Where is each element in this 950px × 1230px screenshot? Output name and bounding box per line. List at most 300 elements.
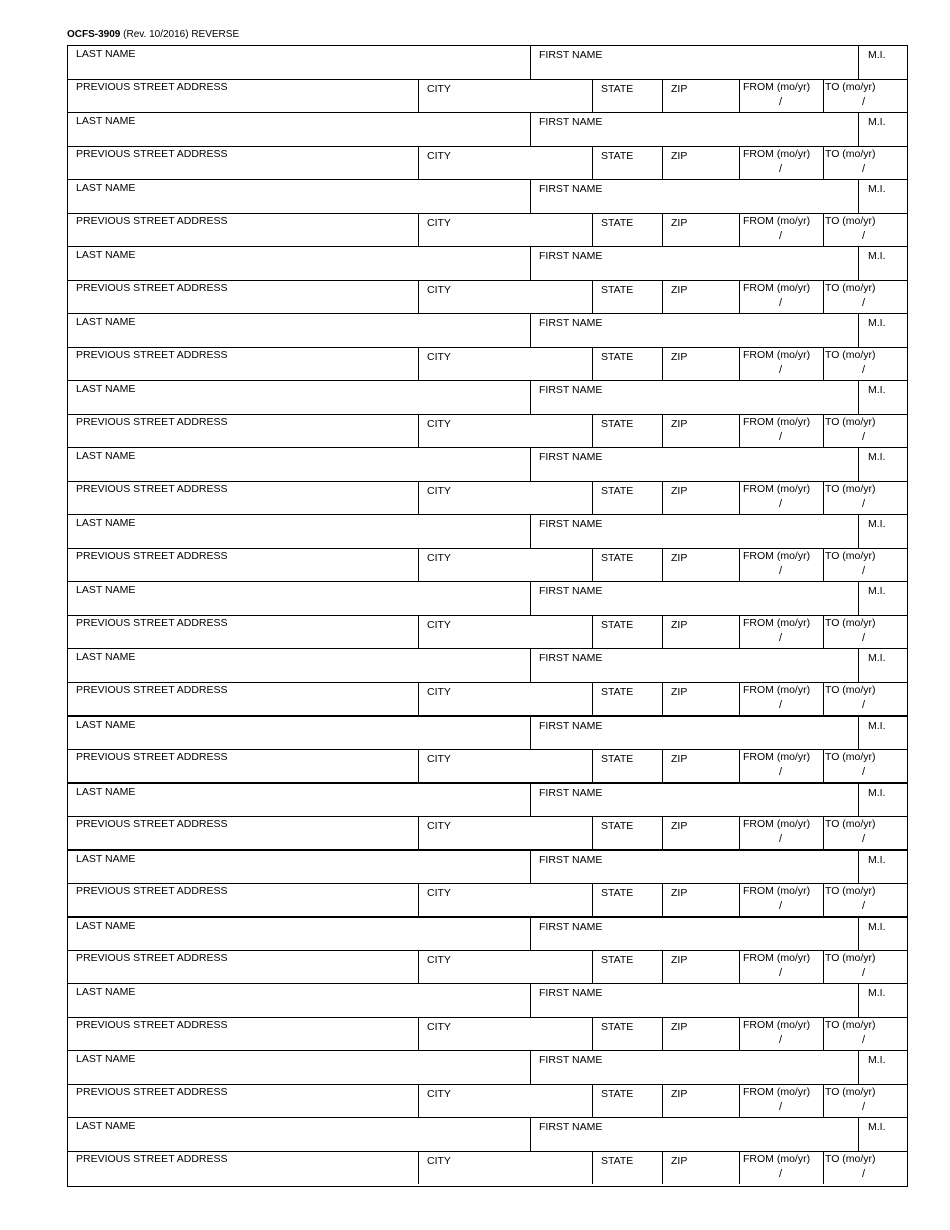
city-field[interactable] bbox=[419, 415, 593, 447]
from-field[interactable] bbox=[740, 482, 824, 514]
city-label: CITY bbox=[427, 1088, 451, 1100]
date-separator: / bbox=[862, 833, 866, 845]
city-label: CITY bbox=[427, 150, 451, 162]
to-label: TO (mo/yr) bbox=[825, 483, 876, 495]
previous-street-address-label: PREVIOUS STREET ADDRESS bbox=[76, 1153, 228, 1165]
from-field[interactable] bbox=[740, 683, 824, 715]
middle-initial-field[interactable] bbox=[859, 918, 907, 950]
middle-initial-field[interactable] bbox=[859, 1118, 907, 1151]
date-separator: / bbox=[779, 1034, 783, 1046]
middle-initial-label: M.I. bbox=[868, 518, 886, 530]
city-field[interactable] bbox=[419, 884, 593, 916]
middle-initial-label: M.I. bbox=[868, 652, 886, 664]
first-name-field[interactable] bbox=[531, 582, 859, 615]
zip-field[interactable] bbox=[663, 415, 740, 447]
from-field[interactable] bbox=[740, 549, 824, 581]
state-label: STATE bbox=[601, 686, 634, 698]
city-label: CITY bbox=[427, 686, 451, 698]
name-row bbox=[68, 849, 907, 883]
last-name-field[interactable] bbox=[68, 649, 531, 682]
last-name-field[interactable] bbox=[68, 381, 531, 414]
address-row bbox=[68, 1017, 907, 1050]
from-field[interactable] bbox=[740, 817, 824, 849]
address-row bbox=[68, 682, 907, 715]
to-field[interactable] bbox=[824, 214, 907, 246]
date-separator: / bbox=[862, 699, 866, 711]
zip-field[interactable] bbox=[663, 616, 740, 648]
first-name-field[interactable] bbox=[531, 984, 859, 1017]
middle-initial-field[interactable] bbox=[859, 46, 907, 79]
to-field[interactable] bbox=[824, 1085, 907, 1117]
city-field[interactable] bbox=[419, 616, 593, 648]
first-name-field[interactable] bbox=[531, 113, 859, 146]
name-row bbox=[68, 983, 907, 1017]
middle-initial-field[interactable] bbox=[859, 113, 907, 146]
date-separator: / bbox=[779, 230, 783, 242]
zip-field[interactable] bbox=[663, 482, 740, 514]
zip-label: ZIP bbox=[671, 887, 688, 899]
date-separator: / bbox=[779, 96, 783, 108]
to-label: TO (mo/yr) bbox=[825, 416, 876, 428]
to-field[interactable] bbox=[824, 147, 907, 179]
state-field[interactable] bbox=[593, 214, 663, 246]
date-separator: / bbox=[862, 230, 866, 242]
to-field[interactable] bbox=[824, 616, 907, 648]
zip-field[interactable] bbox=[663, 1018, 740, 1050]
last-name-field[interactable] bbox=[68, 784, 531, 816]
zip-field[interactable] bbox=[663, 1152, 740, 1184]
state-field[interactable] bbox=[593, 147, 663, 179]
address-entry bbox=[68, 916, 907, 983]
from-field[interactable] bbox=[740, 750, 824, 782]
first-name-label: FIRST NAME bbox=[539, 854, 603, 866]
previous-street-address-field[interactable] bbox=[68, 1018, 419, 1050]
first-name-field[interactable] bbox=[531, 717, 859, 749]
middle-initial-field[interactable] bbox=[859, 984, 907, 1017]
form-number: OCFS-3909 bbox=[67, 29, 121, 40]
from-field[interactable] bbox=[740, 884, 824, 916]
to-field[interactable] bbox=[824, 281, 907, 313]
name-row bbox=[68, 313, 907, 347]
last-name-field[interactable] bbox=[68, 180, 531, 213]
zip-label: ZIP bbox=[671, 820, 688, 832]
to-label: TO (mo/yr) bbox=[825, 282, 876, 294]
date-separator: / bbox=[779, 766, 783, 778]
to-field[interactable] bbox=[824, 1152, 907, 1184]
state-field[interactable] bbox=[593, 683, 663, 715]
previous-street-address-field[interactable] bbox=[68, 1152, 419, 1184]
zip-field[interactable] bbox=[663, 281, 740, 313]
date-separator: / bbox=[862, 632, 866, 644]
city-field[interactable] bbox=[419, 750, 593, 782]
previous-street-address-field[interactable] bbox=[68, 951, 419, 983]
last-name-field[interactable] bbox=[68, 918, 531, 950]
from-label: FROM (mo/yr) bbox=[743, 617, 811, 629]
previous-street-address-label: PREVIOUS STREET ADDRESS bbox=[76, 1086, 228, 1098]
city-label: CITY bbox=[427, 619, 451, 631]
zip-field[interactable] bbox=[663, 348, 740, 380]
state-label: STATE bbox=[601, 887, 634, 899]
first-name-field[interactable] bbox=[531, 515, 859, 548]
name-row bbox=[68, 112, 907, 146]
last-name-field[interactable] bbox=[68, 984, 531, 1017]
first-name-label: FIRST NAME bbox=[539, 1121, 603, 1133]
zip-field[interactable] bbox=[663, 683, 740, 715]
middle-initial-field[interactable] bbox=[859, 448, 907, 481]
from-label: FROM (mo/yr) bbox=[743, 282, 811, 294]
to-field[interactable] bbox=[824, 817, 907, 849]
address-entry bbox=[68, 246, 907, 313]
state-label: STATE bbox=[601, 1021, 634, 1033]
middle-initial-label: M.I. bbox=[868, 250, 886, 262]
previous-street-address-field[interactable] bbox=[68, 281, 419, 313]
previous-street-address-label: PREVIOUS STREET ADDRESS bbox=[76, 483, 228, 495]
name-row bbox=[68, 648, 907, 682]
middle-initial-field[interactable] bbox=[859, 582, 907, 615]
zip-label: ZIP bbox=[671, 753, 688, 765]
last-name-field[interactable] bbox=[68, 515, 531, 548]
to-label: TO (mo/yr) bbox=[825, 885, 876, 897]
city-field[interactable] bbox=[419, 683, 593, 715]
middle-initial-label: M.I. bbox=[868, 787, 886, 799]
first-name-label: FIRST NAME bbox=[539, 1054, 603, 1066]
last-name-label: LAST NAME bbox=[76, 584, 136, 596]
from-label: FROM (mo/yr) bbox=[743, 818, 811, 830]
middle-initial-field[interactable] bbox=[859, 314, 907, 347]
last-name-label: LAST NAME bbox=[76, 1120, 136, 1132]
previous-street-address-field[interactable] bbox=[68, 549, 419, 581]
city-label: CITY bbox=[427, 83, 451, 95]
previous-street-address-label: PREVIOUS STREET ADDRESS bbox=[76, 1019, 228, 1031]
to-label: TO (mo/yr) bbox=[825, 550, 876, 562]
city-field[interactable] bbox=[419, 214, 593, 246]
address-row bbox=[68, 816, 907, 849]
to-label: TO (mo/yr) bbox=[825, 349, 876, 361]
previous-street-address-field[interactable] bbox=[68, 348, 419, 380]
previous-street-address-field[interactable] bbox=[68, 616, 419, 648]
zip-label: ZIP bbox=[671, 1155, 688, 1167]
previous-street-address-field[interactable] bbox=[68, 80, 419, 112]
middle-initial-field[interactable] bbox=[859, 1051, 907, 1084]
name-row bbox=[68, 1050, 907, 1084]
state-field[interactable] bbox=[593, 549, 663, 581]
state-field[interactable] bbox=[593, 1152, 663, 1184]
city-label: CITY bbox=[427, 552, 451, 564]
city-field[interactable] bbox=[419, 817, 593, 849]
from-label: FROM (mo/yr) bbox=[743, 81, 811, 93]
middle-initial-label: M.I. bbox=[868, 720, 886, 732]
address-row bbox=[68, 146, 907, 179]
previous-street-address-field[interactable] bbox=[68, 482, 419, 514]
previous-street-address-field[interactable] bbox=[68, 415, 419, 447]
from-field[interactable] bbox=[740, 80, 824, 112]
city-field[interactable] bbox=[419, 80, 593, 112]
previous-street-address-field[interactable] bbox=[68, 214, 419, 246]
first-name-label: FIRST NAME bbox=[539, 250, 603, 262]
date-separator: / bbox=[862, 163, 866, 175]
middle-initial-field[interactable] bbox=[859, 649, 907, 682]
city-field[interactable] bbox=[419, 1018, 593, 1050]
city-label: CITY bbox=[427, 284, 451, 296]
from-field[interactable] bbox=[740, 147, 824, 179]
to-field[interactable] bbox=[824, 750, 907, 782]
previous-addresses-form bbox=[67, 45, 908, 1187]
to-field[interactable] bbox=[824, 415, 907, 447]
from-label: FROM (mo/yr) bbox=[743, 751, 811, 763]
address-entry bbox=[68, 715, 907, 782]
address-row bbox=[68, 615, 907, 648]
last-name-label: LAST NAME bbox=[76, 182, 136, 194]
city-label: CITY bbox=[427, 1021, 451, 1033]
to-field[interactable] bbox=[824, 80, 907, 112]
state-field[interactable] bbox=[593, 884, 663, 916]
zip-label: ZIP bbox=[671, 217, 688, 229]
name-row bbox=[68, 179, 907, 213]
middle-initial-label: M.I. bbox=[868, 585, 886, 597]
last-name-label: LAST NAME bbox=[76, 853, 136, 865]
address-entry bbox=[68, 380, 907, 447]
zip-label: ZIP bbox=[671, 150, 688, 162]
state-label: STATE bbox=[601, 351, 634, 363]
state-field[interactable] bbox=[593, 616, 663, 648]
city-field[interactable] bbox=[419, 482, 593, 514]
middle-initial-field[interactable] bbox=[859, 247, 907, 280]
from-label: FROM (mo/yr) bbox=[743, 148, 811, 160]
first-name-field[interactable] bbox=[531, 918, 859, 950]
first-name-label: FIRST NAME bbox=[539, 652, 603, 664]
first-name-field[interactable] bbox=[531, 851, 859, 883]
state-field[interactable] bbox=[593, 80, 663, 112]
last-name-label: LAST NAME bbox=[76, 450, 136, 462]
last-name-field[interactable] bbox=[68, 46, 531, 79]
to-label: TO (mo/yr) bbox=[825, 81, 876, 93]
previous-street-address-label: PREVIOUS STREET ADDRESS bbox=[76, 81, 228, 93]
last-name-field[interactable] bbox=[68, 247, 531, 280]
middle-initial-label: M.I. bbox=[868, 317, 886, 329]
state-field[interactable] bbox=[593, 1018, 663, 1050]
last-name-label: LAST NAME bbox=[76, 920, 136, 932]
from-field[interactable] bbox=[740, 281, 824, 313]
first-name-field[interactable] bbox=[531, 247, 859, 280]
last-name-field[interactable] bbox=[68, 1051, 531, 1084]
zip-field[interactable] bbox=[663, 80, 740, 112]
last-name-field[interactable] bbox=[68, 448, 531, 481]
zip-field[interactable] bbox=[663, 549, 740, 581]
first-name-label: FIRST NAME bbox=[539, 317, 603, 329]
previous-street-address-label: PREVIOUS STREET ADDRESS bbox=[76, 885, 228, 897]
first-name-label: FIRST NAME bbox=[539, 787, 603, 799]
zip-label: ZIP bbox=[671, 485, 688, 497]
middle-initial-label: M.I. bbox=[868, 49, 886, 61]
date-separator: / bbox=[862, 96, 866, 108]
state-field[interactable] bbox=[593, 482, 663, 514]
city-field[interactable] bbox=[419, 1152, 593, 1184]
first-name-field[interactable] bbox=[531, 180, 859, 213]
from-field[interactable] bbox=[740, 1085, 824, 1117]
from-label: FROM (mo/yr) bbox=[743, 215, 811, 227]
middle-initial-field[interactable] bbox=[859, 381, 907, 414]
last-name-field[interactable] bbox=[68, 113, 531, 146]
previous-street-address-field[interactable] bbox=[68, 683, 419, 715]
zip-label: ZIP bbox=[671, 351, 688, 363]
last-name-label: LAST NAME bbox=[76, 383, 136, 395]
zip-label: ZIP bbox=[671, 1088, 688, 1100]
to-field[interactable] bbox=[824, 348, 907, 380]
zip-field[interactable] bbox=[663, 214, 740, 246]
city-label: CITY bbox=[427, 753, 451, 765]
city-field[interactable] bbox=[419, 1085, 593, 1117]
previous-street-address-label: PREVIOUS STREET ADDRESS bbox=[76, 684, 228, 696]
to-field[interactable] bbox=[824, 951, 907, 983]
state-label: STATE bbox=[601, 418, 634, 430]
from-field[interactable] bbox=[740, 415, 824, 447]
from-label: FROM (mo/yr) bbox=[743, 684, 811, 696]
city-field[interactable] bbox=[419, 549, 593, 581]
from-field[interactable] bbox=[740, 616, 824, 648]
last-name-field[interactable] bbox=[68, 851, 531, 883]
city-label: CITY bbox=[427, 485, 451, 497]
middle-initial-field[interactable] bbox=[859, 851, 907, 883]
previous-street-address-label: PREVIOUS STREET ADDRESS bbox=[76, 952, 228, 964]
previous-street-address-field[interactable] bbox=[68, 884, 419, 916]
middle-initial-label: M.I. bbox=[868, 1054, 886, 1066]
previous-street-address-field[interactable] bbox=[68, 147, 419, 179]
state-field[interactable] bbox=[593, 1085, 663, 1117]
from-field[interactable] bbox=[740, 1152, 824, 1184]
address-entry bbox=[68, 447, 907, 514]
from-label: FROM (mo/yr) bbox=[743, 885, 811, 897]
to-field[interactable] bbox=[824, 549, 907, 581]
state-label: STATE bbox=[601, 150, 634, 162]
last-name-field[interactable] bbox=[68, 1118, 531, 1151]
name-row bbox=[68, 380, 907, 414]
zip-field[interactable] bbox=[663, 951, 740, 983]
first-name-field[interactable] bbox=[531, 1051, 859, 1084]
zip-label: ZIP bbox=[671, 1021, 688, 1033]
last-name-field[interactable] bbox=[68, 314, 531, 347]
from-field[interactable] bbox=[740, 1018, 824, 1050]
middle-initial-field[interactable] bbox=[859, 784, 907, 816]
to-field[interactable] bbox=[824, 683, 907, 715]
city-field[interactable] bbox=[419, 281, 593, 313]
middle-initial-field[interactable] bbox=[859, 717, 907, 749]
to-label: TO (mo/yr) bbox=[825, 1019, 876, 1031]
previous-street-address-field[interactable] bbox=[68, 1085, 419, 1117]
city-field[interactable] bbox=[419, 348, 593, 380]
first-name-field[interactable] bbox=[531, 46, 859, 79]
date-separator: / bbox=[779, 498, 783, 510]
previous-street-address-field[interactable] bbox=[68, 817, 419, 849]
middle-initial-field[interactable] bbox=[859, 180, 907, 213]
form-header bbox=[67, 29, 239, 41]
zip-field[interactable] bbox=[663, 147, 740, 179]
from-field[interactable] bbox=[740, 348, 824, 380]
previous-street-address-label: PREVIOUS STREET ADDRESS bbox=[76, 818, 228, 830]
zip-field[interactable] bbox=[663, 817, 740, 849]
zip-field[interactable] bbox=[663, 884, 740, 916]
zip-label: ZIP bbox=[671, 83, 688, 95]
first-name-field[interactable] bbox=[531, 649, 859, 682]
previous-street-address-field[interactable] bbox=[68, 750, 419, 782]
date-separator: / bbox=[779, 632, 783, 644]
last-name-field[interactable] bbox=[68, 582, 531, 615]
address-row bbox=[68, 883, 907, 916]
date-separator: / bbox=[862, 967, 866, 979]
first-name-field[interactable] bbox=[531, 381, 859, 414]
to-label: TO (mo/yr) bbox=[825, 818, 876, 830]
zip-field[interactable] bbox=[663, 1085, 740, 1117]
previous-street-address-label: PREVIOUS STREET ADDRESS bbox=[76, 416, 228, 428]
date-separator: / bbox=[779, 565, 783, 577]
state-field[interactable] bbox=[593, 348, 663, 380]
last-name-label: LAST NAME bbox=[76, 986, 136, 998]
last-name-label: LAST NAME bbox=[76, 651, 136, 663]
from-field[interactable] bbox=[740, 214, 824, 246]
first-name-field[interactable] bbox=[531, 314, 859, 347]
middle-initial-field[interactable] bbox=[859, 515, 907, 548]
first-name-label: FIRST NAME bbox=[539, 451, 603, 463]
name-row bbox=[68, 514, 907, 548]
zip-field[interactable] bbox=[663, 750, 740, 782]
first-name-label: FIRST NAME bbox=[539, 183, 603, 195]
first-name-label: FIRST NAME bbox=[539, 116, 603, 128]
state-field[interactable] bbox=[593, 281, 663, 313]
state-field[interactable] bbox=[593, 415, 663, 447]
middle-initial-label: M.I. bbox=[868, 451, 886, 463]
first-name-label: FIRST NAME bbox=[539, 518, 603, 530]
to-field[interactable] bbox=[824, 884, 907, 916]
middle-initial-label: M.I. bbox=[868, 384, 886, 396]
zip-label: ZIP bbox=[671, 552, 688, 564]
address-row bbox=[68, 481, 907, 514]
state-label: STATE bbox=[601, 284, 634, 296]
date-separator: / bbox=[862, 900, 866, 912]
first-name-field[interactable] bbox=[531, 784, 859, 816]
first-name-label: FIRST NAME bbox=[539, 585, 603, 597]
address-entry bbox=[68, 782, 907, 849]
first-name-label: FIRST NAME bbox=[539, 384, 603, 396]
first-name-field[interactable] bbox=[531, 1118, 859, 1151]
state-field[interactable] bbox=[593, 817, 663, 849]
previous-street-address-label: PREVIOUS STREET ADDRESS bbox=[76, 550, 228, 562]
date-separator: / bbox=[779, 699, 783, 711]
city-label: CITY bbox=[427, 954, 451, 966]
date-separator: / bbox=[779, 833, 783, 845]
middle-initial-label: M.I. bbox=[868, 854, 886, 866]
previous-street-address-label: PREVIOUS STREET ADDRESS bbox=[76, 215, 228, 227]
city-label: CITY bbox=[427, 217, 451, 229]
last-name-field[interactable] bbox=[68, 717, 531, 749]
to-field[interactable] bbox=[824, 482, 907, 514]
state-field[interactable] bbox=[593, 750, 663, 782]
first-name-label: FIRST NAME bbox=[539, 720, 603, 732]
state-label: STATE bbox=[601, 1155, 634, 1167]
zip-label: ZIP bbox=[671, 619, 688, 631]
state-label: STATE bbox=[601, 753, 634, 765]
from-field[interactable] bbox=[740, 951, 824, 983]
city-field[interactable] bbox=[419, 951, 593, 983]
first-name-field[interactable] bbox=[531, 448, 859, 481]
to-field[interactable] bbox=[824, 1018, 907, 1050]
date-separator: / bbox=[779, 1168, 783, 1180]
address-entry bbox=[68, 1050, 907, 1117]
state-field[interactable] bbox=[593, 951, 663, 983]
city-field[interactable] bbox=[419, 147, 593, 179]
address-entry bbox=[68, 581, 907, 648]
address-row bbox=[68, 280, 907, 313]
form-revision: (Rev. 10/2016) REVERSE bbox=[123, 29, 240, 40]
middle-initial-label: M.I. bbox=[868, 116, 886, 128]
